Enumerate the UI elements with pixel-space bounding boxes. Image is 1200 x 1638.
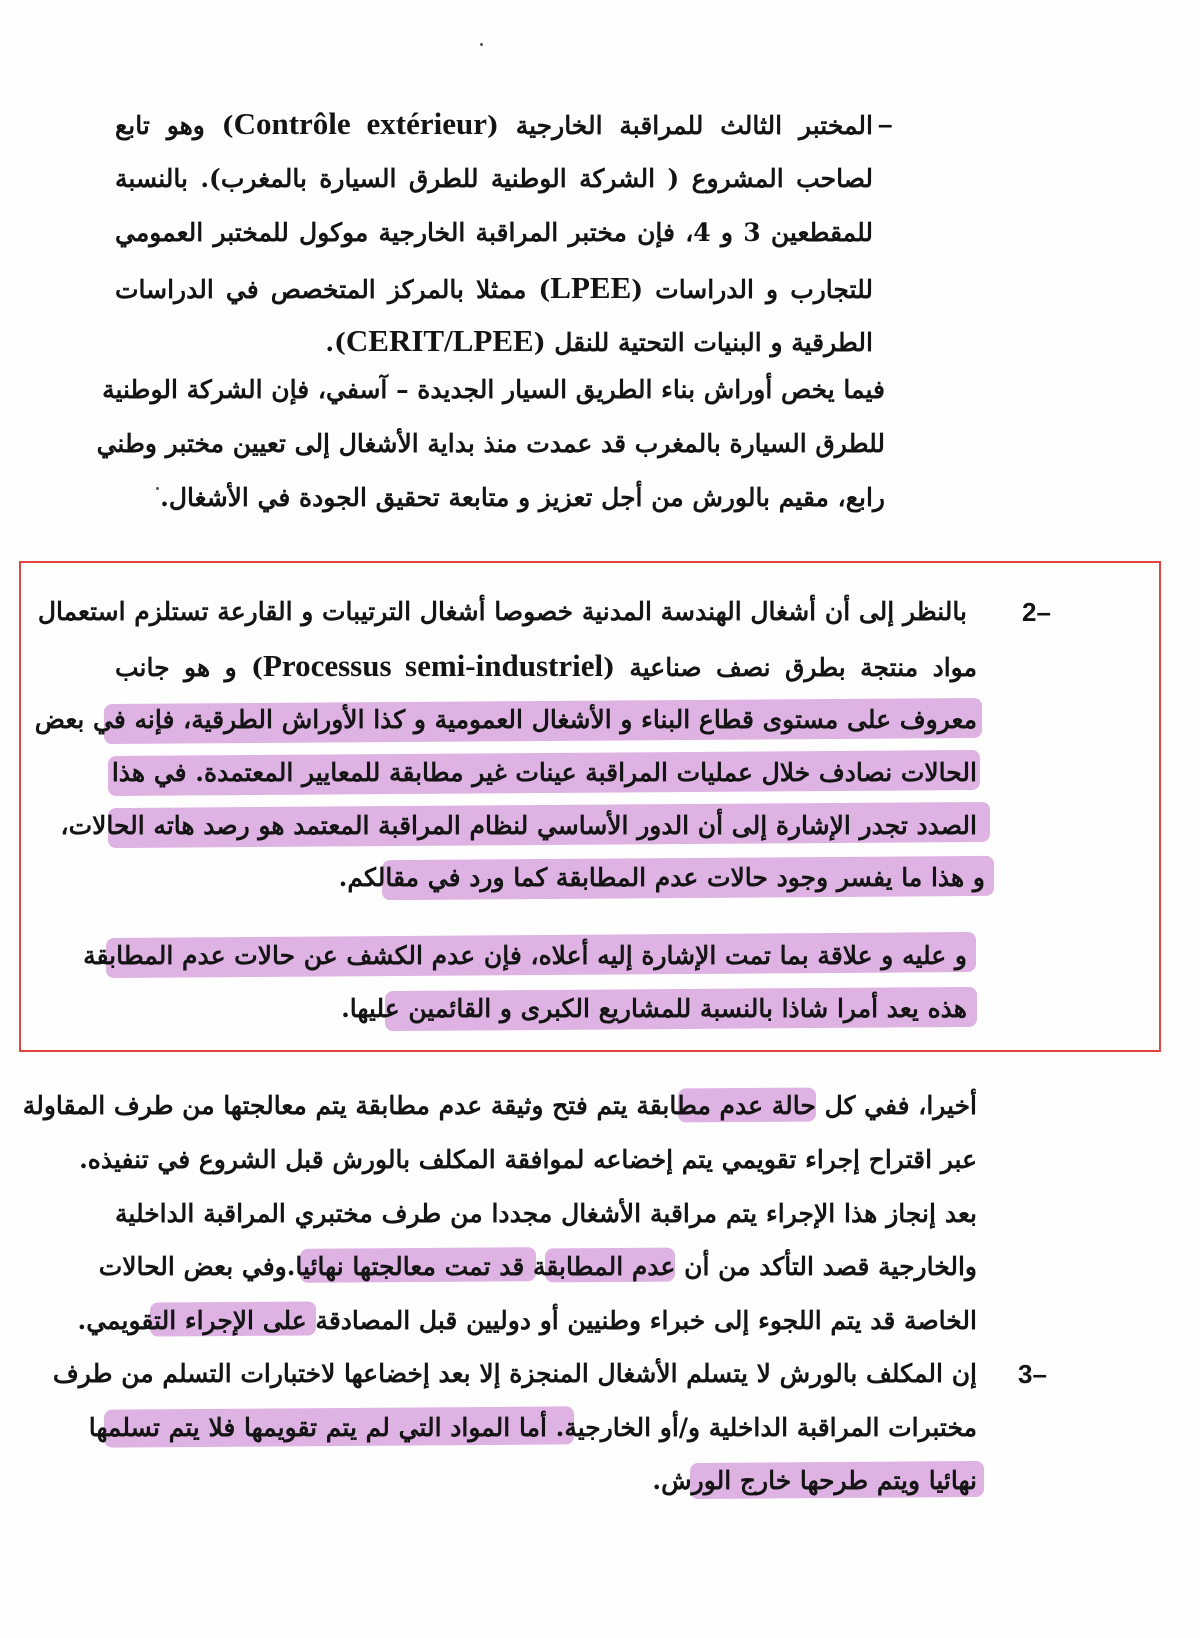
text-line: الخاصة قد يتم اللجوء إلى خبراء وطنيين أو دوليين قبل المصادقة على الإجراء التقويمي. bbox=[77, 1306, 977, 1335]
text-line: الحالات نصادف خلال عمليات المراقبة عينات غير مطابقة للمعايير المعتمدة. في هذا bbox=[111, 758, 977, 787]
latin-term: Contrôle extérieur bbox=[233, 106, 488, 141]
latin-term: CERIT/LPEE bbox=[345, 323, 534, 358]
text-line: مواد منتجة بطرق نصف صناعية (Processus semi-industriel) و هو جانب bbox=[115, 648, 977, 683]
text-line: للتجارب و الدراسات (LPEE) ممثلا بالمركز المتخصص في الدراسات bbox=[115, 270, 873, 305]
text-line: رابع، مقيم بالورش من أجل تعزيز و متابعة تحقيق الجودة في الأشغال. bbox=[160, 483, 885, 512]
text-line: والخارجية قصد التأكد من أن عدم المطابقة قد تمت معالجتها نهائيا.وفي بعض الحالات bbox=[98, 1252, 977, 1281]
list-number-marker: 3– bbox=[1018, 1359, 1047, 1389]
latin-term: LPEE bbox=[550, 270, 632, 305]
list-number-marker: 2– bbox=[1022, 597, 1051, 627]
text-line: لصاحب المشروع ( الشركة الوطنية للطرق السيارة بالمغرب). بالنسبة bbox=[115, 164, 873, 193]
list-dash-marker: – bbox=[878, 109, 893, 139]
text-line: عبر اقتراح إجراء تقويمي يتم إخضاعه لموافقة المكلف بالورش قبل الشروع في تنفيذه. bbox=[79, 1145, 977, 1174]
text-line: معروف على مستوى قطاع البناء و الأشغال العمومية و كذا الأوراش الطرقية، فإنه في بعض bbox=[34, 705, 977, 734]
text-line: بالنظر إلى أن أشغال الهندسة المدنية خصوصا أشغال الترتيبات و القارعة تستلزم استعمال bbox=[37, 597, 967, 626]
text-line: المختبر الثالث للمراقبة الخارجية (Contrôle extérieur) وهو تابع bbox=[115, 106, 873, 141]
text-line: أخيرا، ففي كل حالة عدم مطابقة يتم فتح وثيقة عدم مطابقة يتم معالجتها من طرف المقاولة bbox=[22, 1091, 977, 1120]
text-line: مختبرات المراقبة الداخلية و/أو الخارجية. أما المواد التي لم يتم تقويمها فلا يتم تسلمها bbox=[88, 1413, 977, 1442]
text-line: الطرقية و البنيات التحتية للنقل (CERIT/LPEE). bbox=[325, 323, 873, 358]
text-line: الصدد تجدر الإشارة إلى أن الدور الأساسي لنظام المراقبة المعتمد هو رصد هاته الحالات، bbox=[60, 811, 977, 840]
text-line: للمقطعين 3 و 4، فإن مختبر المراقبة الخارجية موكول للمختبر العمومي bbox=[115, 218, 874, 247]
text-line: للطرق السيارة بالمغرب قد عمدت منذ بداية الأشغال إلى تعيين مختبر وطني bbox=[96, 429, 885, 458]
text-line: إن المكلف بالورش لا يتسلم الأشغال المنجزة إلا بعد إخضاعها لاختبارات التسلم من طرف bbox=[52, 1359, 977, 1388]
text-line: هذه يعد أمرا شاذا بالنسبة للمشاريع الكبرى و القائمين عليها. bbox=[341, 994, 967, 1023]
text-line: و هذا ما يفسر وجود حالات عدم المطابقة كما ورد في مقالكم. bbox=[338, 863, 985, 892]
text-line: نهائيا ويتم طرحها خارج الورش. bbox=[652, 1466, 977, 1495]
text-line: بعد إنجاز هذا الإجراء يتم مراقبة الأشغال مجددا من طرف مختبري المراقبة الداخلية bbox=[115, 1199, 977, 1228]
text-line: فيما يخص أوراش بناء الطريق السيار الجديدة – آسفي، فإن الشركة الوطنية bbox=[102, 375, 885, 404]
latin-term: Processus semi-industriel bbox=[262, 648, 604, 683]
text-line: و عليه و علاقة بما تمت الإشارة إليه أعلاه، فإن عدم الكشف عن حالات عدم المطابقة bbox=[83, 941, 967, 970]
